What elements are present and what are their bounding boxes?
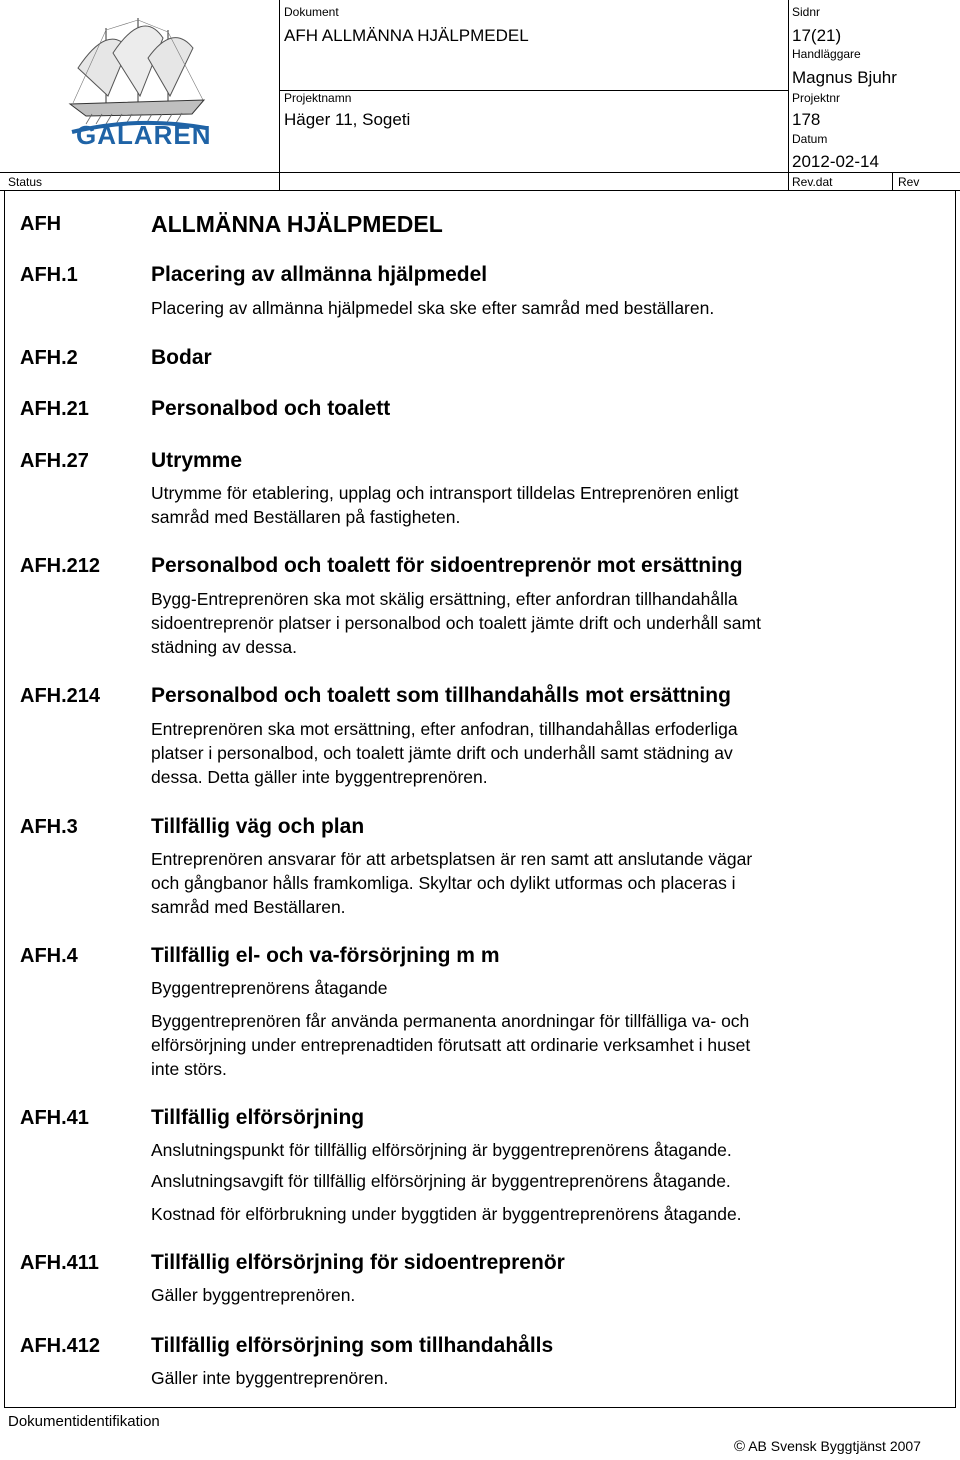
galaren-logo <box>68 8 212 158</box>
paragraph-line: Gäller byggentreprenören. <box>151 1285 356 1305</box>
section-heading: Tillfällig elförsörjning <box>151 1106 365 1129</box>
paragraph-line: Anslutningspunkt för tillfällig elförsörjning är byggentreprenörens åtagande. <box>151 1140 732 1160</box>
paragraph-line: Entreprenören ska mot ersättning, efter anfodran, tillhandahållas erfoderliga <box>151 719 738 739</box>
projektnr-value: 178 <box>792 110 821 129</box>
projektnr-label: Projektnr <box>792 91 841 105</box>
section-code: AFH.4 <box>20 945 78 967</box>
section-heading: Personalbod och toalett för sidoentreprenör mot ersättning <box>151 554 743 577</box>
sidnr-value: 17(21) <box>792 26 842 45</box>
paragraph-line: Bygg-Entreprenören ska mot skälig ersättning, efter anfordran tillhandahålla <box>151 589 738 609</box>
dokument-label: Dokument <box>284 5 339 19</box>
section-heading: ALLMÄNNA HJÄLPMEDEL <box>151 211 443 237</box>
section-heading: Tillfällig el- och va-försörjning m m <box>151 944 500 967</box>
section-code: AFH.21 <box>20 398 89 420</box>
section-code: AFH.3 <box>20 816 78 838</box>
paragraph-line: samråd med Beställaren på fastigheten. <box>151 507 461 527</box>
datum-label: Datum <box>792 132 828 146</box>
copyright <box>734 1438 921 1455</box>
rev-label: Rev <box>898 175 920 189</box>
paragraph-line: elförsörjning under entreprenadtiden förutsatt att ordinarie verksamhet i huset <box>151 1035 751 1055</box>
section-code: AFH.214 <box>20 685 101 707</box>
paragraph-line: Kostnad för elförbrukning under byggtiden är byggentreprenörens åtagande. <box>151 1204 742 1224</box>
paragraph-line: samråd med Beställaren. <box>151 897 346 917</box>
paragraph-line: dessa. Detta gäller inte byggentreprenören. <box>151 767 488 787</box>
projektnamn-label: Projektnamn <box>284 91 352 105</box>
paragraph-line: Placering av allmänna hjälpmedel ska ske efter samråd med beställaren. <box>151 298 715 318</box>
dokument-value: AFH ALLMÄNNA HJÄLPMEDEL <box>284 26 529 45</box>
datum-value: 2012-02-14 <box>792 152 879 171</box>
section-code: AFH.212 <box>20 555 101 577</box>
paragraph-line: Anslutningsavgift för tillfällig elförsörjning är byggentreprenörens åtagande. <box>151 1171 731 1191</box>
section-heading: Personalbod och toalett som tillhandahålls mot ersättning <box>151 684 731 707</box>
section-code: AFH <box>20 213 62 235</box>
doc-id-label: Dokumentidentifikation <box>8 1413 160 1430</box>
copyright-icon: © <box>734 1438 746 1455</box>
handlaggare-value: Magnus Bjuhr <box>792 68 897 87</box>
section-code: AFH.2 <box>20 347 78 369</box>
section-heading: Bodar <box>151 346 212 369</box>
paragraph-line: Byggentreprenören får använda permanenta anordningar för tillfälliga va- och <box>151 1011 750 1031</box>
projektnamn-value: Häger 11, Sogeti <box>284 110 411 129</box>
section-code: AFH.27 <box>20 450 89 472</box>
paragraph-line: städning av dessa. <box>151 637 297 657</box>
section-code: AFH.1 <box>20 264 78 286</box>
handlaggare-label: Handläggare <box>792 47 861 61</box>
section-code: AFH.412 <box>20 1335 101 1357</box>
section-heading: Placering av allmänna hjälpmedel <box>151 263 488 286</box>
status-label: Status <box>8 175 43 189</box>
copyright-text: AB Svensk Byggtjänst 2007 <box>748 1438 921 1454</box>
paragraph-line: inte störs. <box>151 1059 227 1079</box>
paragraph-line: Gäller inte byggentreprenören. <box>151 1368 389 1388</box>
section-heading: Tillfällig elförsörjning för sidoentreprenör <box>151 1251 565 1274</box>
revdat-label: Rev.dat <box>792 175 833 189</box>
section-heading: Utrymme <box>151 449 243 472</box>
paragraph-line: platser i personalbod, och toalett jämte drift och underhåll samt städning av <box>151 743 733 763</box>
sidnr-label: Sidnr <box>792 5 821 19</box>
section-heading: Tillfällig väg och plan <box>151 815 365 838</box>
logo-text: GALÄREN <box>76 120 212 150</box>
section-code: AFH.41 <box>20 1107 89 1129</box>
paragraph-line: Byggentreprenörens åtagande <box>151 978 388 998</box>
section-code: AFH.411 <box>20 1252 99 1274</box>
section-heading: Personalbod och toalett <box>151 397 391 420</box>
paragraph-line: och gångbanor hålls framkomliga. Skyltar och dylikt utformas och placeras i <box>151 873 736 893</box>
paragraph-line: Utrymme för etablering, upplag och intransport tilldelas Entreprenören enligt <box>151 483 739 503</box>
paragraph-line: Entreprenören ansvarar för att arbetsplatsen är ren samt att anslutande vägar <box>151 849 753 869</box>
paragraph-line: sidoentreprenör platser i personalbod och toalett jämte drift och underhåll samt <box>151 613 761 633</box>
section-heading: Tillfällig elförsörjning som tillhandahålls <box>151 1334 554 1357</box>
